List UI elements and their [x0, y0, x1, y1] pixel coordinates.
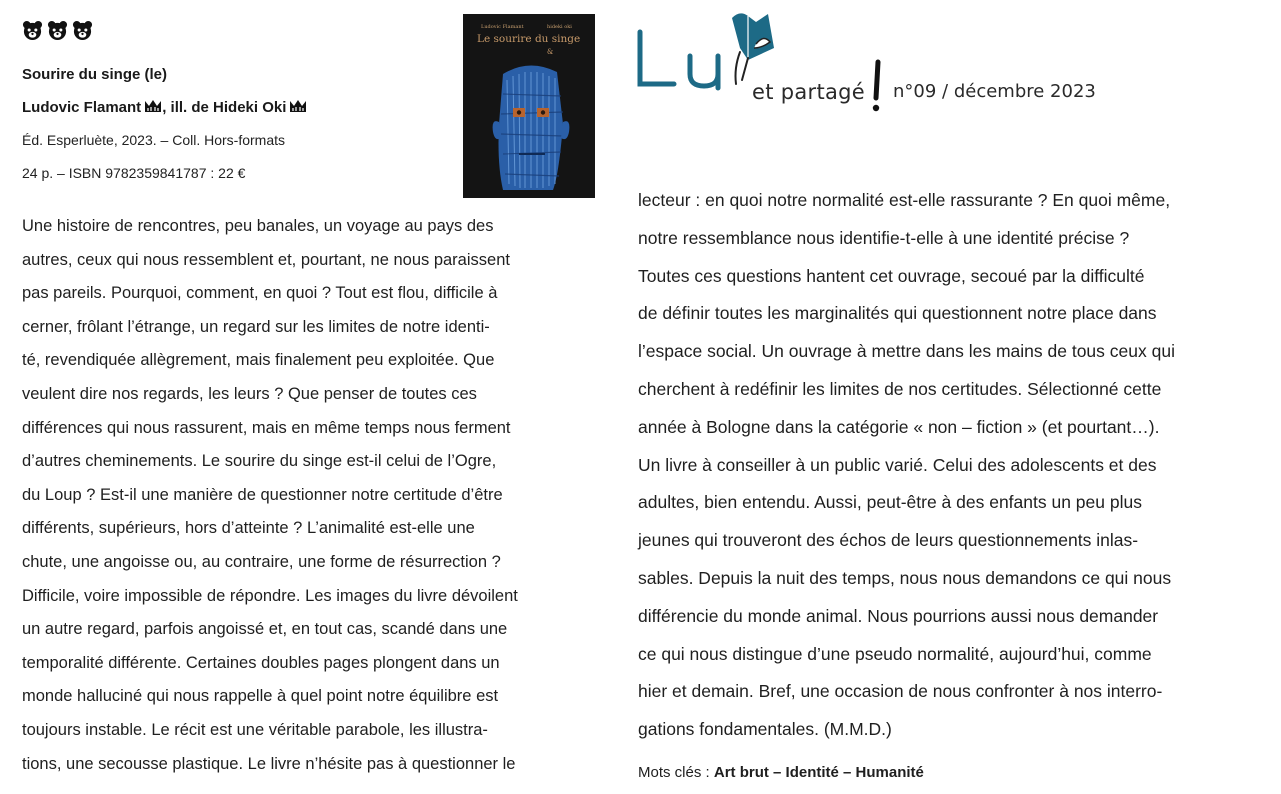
cover-author: Ludovic Flamant	[481, 24, 524, 30]
book-meta	[22, 58, 442, 190]
cover-illustrator: hideki oki	[547, 24, 572, 30]
paragraph-line: té, revendiquée allègrement, mais finalement peu exploitée. Que	[22, 351, 495, 370]
paragraph-line: pas pareils. Pourquoi, comment, en quoi ? Tout est flou, difficile à	[22, 284, 498, 303]
bear-icon	[47, 20, 68, 41]
issue-number: n°09 / décembre 2023	[893, 81, 1096, 102]
keywords-label: Mots clés :	[638, 764, 714, 781]
book-cover	[463, 14, 595, 198]
review-text-right	[638, 182, 1270, 749]
bear-icon	[72, 20, 93, 41]
paragraph-line: gations fondamentales. (M.M.D.)	[638, 719, 892, 740]
cover-publisher-mark: &	[547, 48, 554, 56]
paragraph-line: Une histoire de rencontres, peu banales, un voyage au pays des	[22, 217, 494, 235]
book-details: 24 p. – ISBN 9782359841787 : 22 €	[22, 165, 246, 181]
crown-icon	[289, 99, 307, 113]
keywords	[638, 762, 924, 784]
paragraph-line: monde halluciné qui nous rappelle à quel point notre équilibre est	[22, 687, 499, 706]
paragraph-line: différents, supérieurs, hors d’atteinte ? L’animalité est-elle une	[22, 519, 475, 538]
paragraph-line: autres, ceux qui nous ressemblent et, pourtant, ne nous paraissent	[22, 250, 510, 269]
paragraph-line: jeunes qui trouveront des échos de leurs questionnements inlas-	[638, 530, 1139, 551]
exclamation-icon	[868, 58, 888, 118]
cover-illustration	[463, 14, 595, 198]
paragraph-line: lecteur : en quoi notre normalité est-elle rassurante ? En quoi même,	[638, 190, 1171, 210]
paragraph-line: chute, une angoisse ou, au contraire, une forme de résurrection ?	[22, 552, 501, 571]
cover-title: Le sourire du singe	[477, 33, 581, 45]
crown-icon	[144, 99, 162, 113]
logo-tagline: et partagé	[752, 80, 866, 104]
bear-icon	[22, 20, 43, 41]
paragraph-line: l’espace social. Un ouvrage à mettre dans les mains de tous ceux qui	[638, 341, 1175, 362]
publisher-info: Éd. Esperluète, 2023. – Coll. Hors-formats	[22, 132, 286, 148]
paragraph-line: cerner, frôlant l’étrange, un regard sur les limites de notre identi-	[22, 317, 490, 336]
paragraph-line: notre ressemblance nous identifie-t-elle à une identité précise ?	[638, 227, 1130, 248]
book-credits	[22, 91, 442, 124]
paragraph-line: Toutes ces questions hantent cet ouvrage, secoué par la difficulté	[638, 265, 1145, 286]
paragraph-line: année à Bologne dans la catégorie « non – fiction » (et pourtant…).	[638, 416, 1160, 437]
paragraph-line: veulent dire nos regards, les leurs ? Que penser de toutes ces	[22, 384, 477, 403]
illustrator-name: , ill. de Hideki Oki	[162, 99, 287, 116]
rating	[22, 20, 93, 41]
paragraph-line: cherchent à redéfinir les limites de nos certitudes. Sélectionné cette	[638, 378, 1162, 399]
paragraph-line: ce qui nous distingue d’une pseudo normalité, aujourd’hui, comme	[638, 643, 1152, 664]
book-title: Sourire du singe (le)	[22, 66, 168, 83]
paragraph-line: d’autres cheminements. Le sourire du singe est-il celui de l’Ogre,	[22, 452, 497, 471]
review-text-left	[22, 210, 592, 781]
paragraph-line: toujours instable. Le récit est une véritable parabole, les illustra-	[22, 720, 488, 739]
paragraph-line: temporalité différente. Certaines doubles pages plongent dans un	[22, 653, 500, 672]
paragraph-line: tions, une secousse plastique. Le livre n’hésite pas à questionner le	[22, 754, 516, 773]
paragraph-line: du Loup ? Est-il une manière de questionner notre certitude d’être	[22, 485, 503, 504]
author-name: Ludovic Flamant	[22, 99, 142, 116]
paragraph-line: adultes, bien entendu. Aussi, peut-être à des enfants un peu plus	[638, 492, 1142, 513]
paragraph-line: Difficile, voire impossible de répondre. Les images du livre dévoilent	[22, 586, 518, 605]
keywords-values: Art brut – Identité – Humanité	[713, 764, 924, 781]
paragraph-line: hier et demain. Bref, une occasion de nous confronter à nos interro-	[638, 681, 1163, 702]
paragraph-line: différences qui nous rassurent, mais en même temps nous ferment	[22, 418, 511, 437]
paragraph-line: sables. Depuis la nuit des temps, nous nous demandons ce qui nous	[638, 567, 1172, 588]
paragraph-line: Un livre à conseiller à un public varié. Celui des adolescents et des	[638, 454, 1157, 475]
paragraph-line: différencie du monde animal. Nous pourrions aussi nous demander	[638, 605, 1159, 626]
paragraph-line: un autre regard, parfois angoissé et, en tout cas, scandé dans une	[22, 620, 508, 639]
paragraph-line: de définir toutes les marginalités qui questionnent notre place dans	[638, 303, 1157, 324]
